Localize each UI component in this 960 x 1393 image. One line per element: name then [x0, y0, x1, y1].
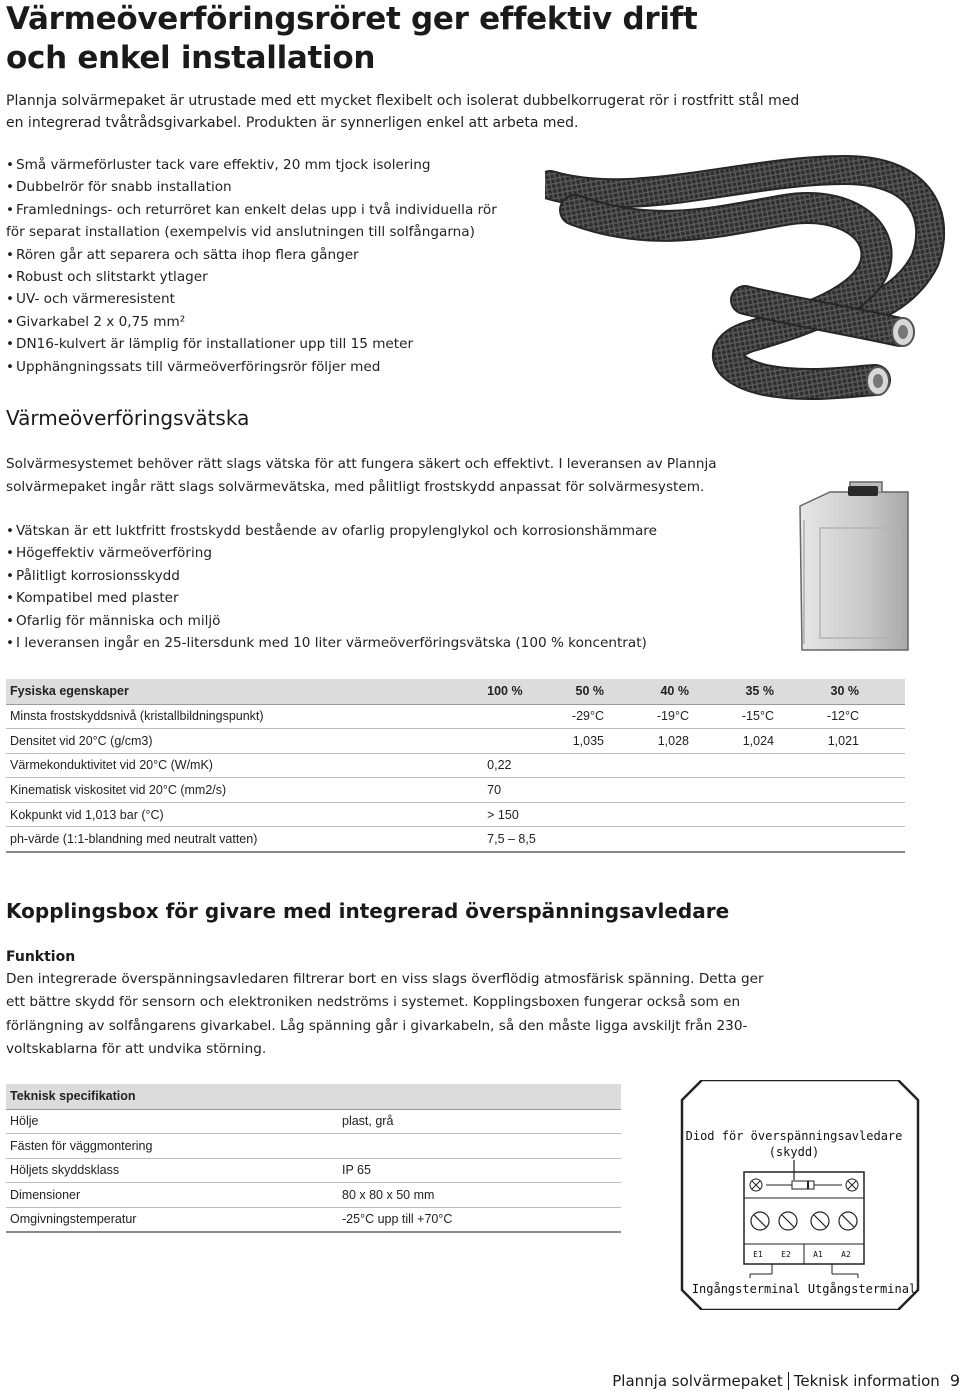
table-header: 35 %	[735, 679, 820, 704]
list-item: • I leveransen ingår en 25-litersdunk med 10 liter värmeöverföringsvätska (100 % koncentrat)	[6, 632, 706, 654]
table-cell: 70	[483, 778, 565, 803]
table-cell: 0,22	[483, 753, 565, 778]
function-subheading: Funktion	[6, 949, 76, 965]
diode-label-sub: (skydd)	[768, 1145, 820, 1159]
page-title: Värmeöverföringsröret ger effektiv drift och enkel installation	[6, 1, 698, 76]
table-cell	[565, 802, 650, 827]
list-item: • Framlednings- och returröret kan enkelt delas upp i två individuella rör	[6, 199, 546, 221]
table-cell	[820, 753, 905, 778]
table-cell: -29°C	[565, 704, 650, 729]
table-header-row	[6, 679, 905, 704]
list-item: • Dubbelrör för snabb installation	[6, 176, 546, 198]
table-cell: -19°C	[650, 704, 735, 729]
table-cell	[650, 827, 735, 852]
footer-product: Plannja solvärmepaket	[612, 1372, 783, 1390]
list-item: • Kompatibel med plaster	[6, 587, 706, 609]
table-row	[6, 827, 905, 852]
page-footer	[612, 1370, 960, 1392]
table-cell: Minsta frostskyddsnivå (kristallbildningspunkt)	[6, 704, 483, 729]
table-cell	[820, 778, 905, 803]
table-cell: Densitet vid 20°C (g/cm3)	[6, 729, 483, 754]
table-cell: -12°C	[820, 704, 905, 729]
table-cell	[565, 753, 650, 778]
list-item: • Vätskan är ett luktfritt frostskydd bestående av ofarlig propylenglykol och korrosionshämmare	[6, 520, 706, 542]
table-header: Fysiska egenskaper	[6, 679, 483, 704]
table-cell: Fästen för väggmontering	[6, 1134, 338, 1159]
table-cell	[735, 753, 820, 778]
terminal-screw-icon	[779, 1212, 797, 1230]
table-cell	[735, 802, 820, 827]
terminal-screw-icon	[839, 1212, 857, 1230]
list-item: • Pålitligt korrosionsskydd	[6, 565, 706, 587]
table-header: 100 %	[483, 679, 565, 704]
table-cell: -15°C	[735, 704, 820, 729]
table-cell: 7,5 – 8,5	[483, 827, 565, 852]
terminal-label: E1	[753, 1250, 763, 1259]
junction-box-diagram	[680, 1080, 920, 1310]
input-terminal-label: Ingångsterminal	[691, 1282, 801, 1296]
table-cell	[650, 753, 735, 778]
intro-paragraph: Plannja solvärmepaket är utrustade med ett mycket flexibelt och isolerat dubbelkorrugerat rör i rostfritt stål med en integrerad tvåtrådsgivarkabel. Produkten är synnerligen enkel att arbeta med.	[6, 93, 800, 131]
table-cell: Dimensioner	[6, 1183, 338, 1208]
table-header: Teknisk specifikation	[6, 1084, 338, 1109]
terminal-label: A2	[841, 1250, 851, 1259]
function-paragraph: Den integrerade överspänningsavledaren filtrerar bort en viss slags överflödig atmosfärisk spänning. Detta ger ett bättre skydd för sensorn och elektroniken nedströms i systemet. Kopplingsboxen fungerar också som en förlängning av solfångarens givarkabel. Låg spänning går i givarkabeln, så den måste ligga avskiljt från 230-voltskablarna för att undvika störning.	[6, 971, 764, 1058]
list-item: • Givarkabel 2 x 0,75 mm²	[6, 311, 546, 333]
table-cell: Omgivningstemperatur	[6, 1207, 338, 1232]
spec-table	[6, 1084, 621, 1233]
table-cell	[820, 802, 905, 827]
list-item: • Upphängningssats till värmeöverföringsrör följer med	[6, 356, 546, 378]
table-cell: Höljets skyddsklass	[6, 1158, 338, 1183]
table-row	[6, 1183, 621, 1208]
table-cell	[483, 729, 565, 754]
table-cell	[338, 1134, 621, 1159]
footer-doc: Teknisk information	[793, 1372, 940, 1390]
table-cell	[735, 778, 820, 803]
table-cell: 1,024	[735, 729, 820, 754]
jerry-can-image	[790, 478, 920, 660]
box-heading: Kopplingsbox för givare med integrerad överspänningsavledare	[6, 899, 730, 923]
pipe-feature-list	[6, 154, 546, 378]
table-cell: Kinematisk viskositet vid 20°C (mm2/s)	[6, 778, 483, 803]
box-outline	[682, 1080, 918, 1310]
terminal-label: A1	[813, 1250, 823, 1259]
table-cell	[565, 827, 650, 852]
page-number: 9	[949, 1371, 960, 1390]
table-header-row	[6, 1084, 621, 1109]
fluid-feature-list	[6, 520, 706, 654]
table-cell: IP 65	[338, 1158, 621, 1183]
list-item-continuation: för separat installation (exempelvis vid anslutningen till solfångarna)	[6, 224, 475, 241]
table-header: 30 %	[820, 679, 905, 704]
table-row	[6, 778, 905, 803]
table-cell	[650, 778, 735, 803]
fluid-paragraph: Solvärmesystemet behöver rätt slags vätska för att fungera säkert och effektivt. I leveransen av Plannja solvärmepaket ingår rätt slags solvärmevätska, med pålitligt frostskydd anpassat för solvärmesystem.	[6, 456, 717, 495]
table-row	[6, 704, 905, 729]
terminal-screw-icon	[811, 1212, 829, 1230]
terminal-screw-icon	[751, 1212, 769, 1230]
pipe-image	[545, 150, 945, 412]
table-cell: 80 x 80 x 50 mm	[338, 1183, 621, 1208]
table-cell	[565, 778, 650, 803]
table-header: 50 %	[565, 679, 650, 704]
table-row	[6, 1158, 621, 1183]
table-cell	[820, 827, 905, 852]
properties-table	[6, 679, 905, 853]
table-row	[6, 1109, 621, 1134]
screw-icon	[750, 1179, 762, 1191]
fluid-heading: Värmeöverföringsvätska	[6, 406, 250, 430]
list-item: • UV- och värmeresistent	[6, 288, 546, 310]
diode-label: Diod för överspänningsavledare	[685, 1129, 903, 1143]
list-item: • Rören går att separera och sätta ihop flera gånger	[6, 244, 546, 266]
table-cell: ph-värde (1:1-blandning med neutralt vatten)	[6, 827, 483, 852]
table-cell: > 150	[483, 802, 565, 827]
table-cell: 1,028	[650, 729, 735, 754]
output-terminal-label: Utgångsterminal	[807, 1282, 917, 1296]
screw-icon	[846, 1179, 858, 1191]
footer-separator	[788, 1372, 789, 1390]
table-header	[338, 1084, 621, 1109]
table-cell	[650, 802, 735, 827]
table-row	[6, 729, 905, 754]
table-row	[6, 753, 905, 778]
list-item: • DN16-kulvert är lämplig för installationer upp till 15 meter	[6, 333, 546, 355]
table-cell: -25°C upp till +70°C	[338, 1207, 621, 1232]
diode-icon	[766, 1181, 842, 1189]
list-item: • Robust och slitstarkt ytlager	[6, 266, 546, 288]
list-item: • Ofarlig för människa och miljö	[6, 610, 706, 632]
table-cell: Värmekonduktivitet vid 20°C (W/mK)	[6, 753, 483, 778]
terminal-label: E2	[781, 1250, 791, 1259]
table-header: 40 %	[650, 679, 735, 704]
table-row	[6, 1134, 621, 1159]
list-item: • Små värmeförluster tack vare effektiv, 20 mm tjock isolering	[6, 154, 546, 176]
table-cell	[483, 704, 565, 729]
table-row	[6, 1207, 621, 1232]
table-cell: 1,035	[565, 729, 650, 754]
table-cell: Hölje	[6, 1109, 338, 1134]
table-cell: 1,021	[820, 729, 905, 754]
table-cell: Kokpunkt vid 1,013 bar (°C)	[6, 802, 483, 827]
table-cell: plast, grå	[338, 1109, 621, 1134]
table-cell	[735, 827, 820, 852]
list-item: • Högeffektiv värmeöverföring	[6, 542, 706, 564]
table-row	[6, 802, 905, 827]
